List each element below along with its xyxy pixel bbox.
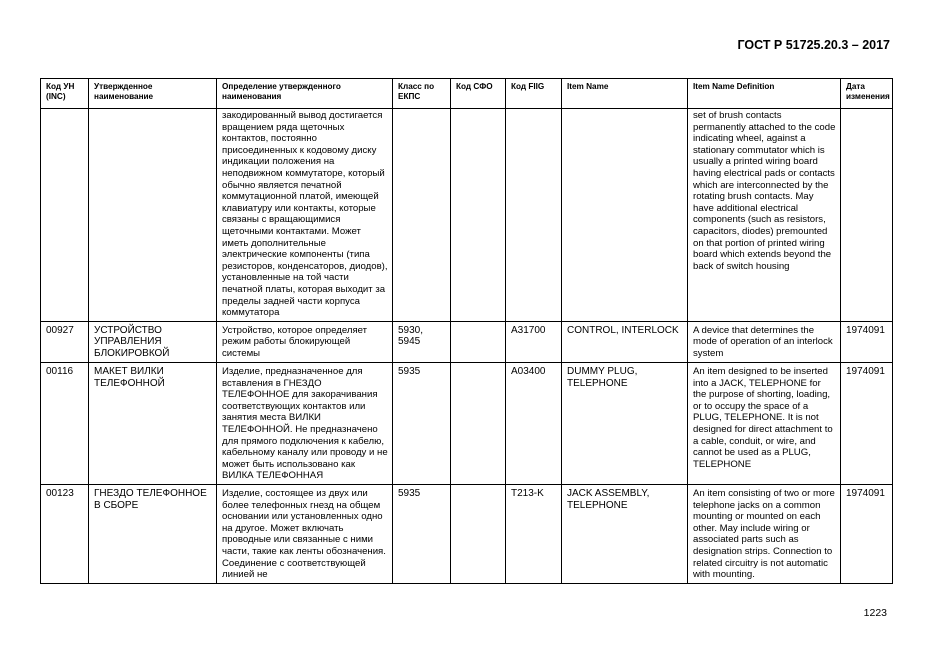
cell-item-name: CONTROL, INTERLOCK: [562, 321, 688, 362]
cell-name-ru: [89, 109, 217, 322]
cell-inc: 00116: [41, 363, 89, 485]
cell-definition-en: A device that determines the mode of operation of an interlock system: [688, 321, 841, 362]
cell-definition-ru: Изделие, состоящее из двух или более телефонных гнезд на общем основании или установленных одно на другое. Может включать проводные или связанные с ними части, такие как ленты обозначения. Соединение с соответствующей линией не: [217, 485, 393, 584]
page-number: 1223: [863, 607, 887, 619]
cell-fiig: [506, 109, 562, 322]
cell-date: [841, 109, 893, 322]
cell-item-name: [562, 109, 688, 322]
cell-date: 1974091: [841, 321, 893, 362]
cell-definition-ru: Устройство, которое определяет режим работы блокирующей системы: [217, 321, 393, 362]
table-header-row: [41, 79, 893, 109]
cell-name-ru: ГНЕЗДО ТЕЛЕФОННОЕ В СБОРЕ: [89, 485, 217, 584]
cell-ekps: [393, 109, 451, 322]
cell-definition-en: An item consisting of two or more telephone jacks on a common mounting or mounted on each other. May include wiring or associated parts such as designation strips. Connection to related circuitry is not automatic with mounting.: [688, 485, 841, 584]
cell-inc: 00927: [41, 321, 89, 362]
column-header-sfo-code: Код СФО: [451, 79, 506, 109]
cell-definition-en: set of brush contacts permanently attached to the code indicating wheel, against a stationary commutator which is usually a printed wiring board having electrical pads or contacts which are interconnected by the rotating brush contacts. May have additional electrical components (such as resistors, capacitors, diodes) premounted on that portion of printed wiring board which extends beyond the back of switch housing: [688, 109, 841, 322]
cell-definition-ru: закодированный вывод достигается вращением ряда щеточных контактов, постоянно присоединенных к кодовому диску индикации положения на неподвижном коммутаторе, который обычно является печатной коммутационной платой, имеющей клавиатуру или контакты, которые связаны с вращающимися щеточными контактами. Может иметь дополнительные электрические компоненты (типа резисторов, конденсаторов, диодов), установленные на той части печатной платы, которая выходит за пределы задней части корпуса коммутатора: [217, 109, 393, 322]
cell-ekps: 5935: [393, 363, 451, 485]
column-header-fiig-code: Код FIIG: [506, 79, 562, 109]
cell-definition-en: An item designed to be inserted into a JACK, TELEPHONE for the purpose of shorting, loading, or to occupy the space of a PLUG, TELEPHONE. It is not designed for direct attachment to a cable, conduit, or wire, and cannot be used as a PLUG, TELEPHONE: [688, 363, 841, 485]
cell-sfo: [451, 363, 506, 485]
cell-date: 1974091: [841, 363, 893, 485]
cell-date: 1974091: [841, 485, 893, 584]
cell-definition-ru: Изделие, предназначенное для вставления в ГНЕЗДО ТЕЛЕФОННОЕ для закорачивания соответствующих контактов или занятия места ВИЛКИ ТЕЛЕФОННОЙ. Не предназначено для прямого подключения к кабелю, кабельному каналу или проводу и не может быть использовано как ВИЛКА ТЕЛЕФОННАЯ: [217, 363, 393, 485]
cell-sfo: [451, 485, 506, 584]
cell-fiig: T213-K: [506, 485, 562, 584]
cell-inc: 00123: [41, 485, 89, 584]
cell-item-name: DUMMY PLUG, TELEPHONE: [562, 363, 688, 485]
cell-ekps: 5930, 5945: [393, 321, 451, 362]
cell-inc: [41, 109, 89, 322]
table-row-continuation: [41, 109, 893, 322]
cell-fiig: A03400: [506, 363, 562, 485]
column-header-definition: Определение утвержденного наименования: [217, 79, 393, 109]
column-header-item-name: Item Name: [562, 79, 688, 109]
cell-item-name: JACK ASSEMBLY, TELEPHONE: [562, 485, 688, 584]
cell-ekps: 5935: [393, 485, 451, 584]
column-header-change-date: Дата изменения: [841, 79, 893, 109]
cell-name-ru: УСТРОЙСТВО УПРАВЛЕНИЯ БЛОКИРОВКОЙ: [89, 321, 217, 362]
column-header-ekps-class: Класс по ЕКПС: [393, 79, 451, 109]
document-standard-header: ГОСТ Р 51725.20.3 – 2017: [737, 38, 890, 52]
table-row: [41, 363, 893, 485]
table-row: [41, 485, 893, 584]
cell-sfo: [451, 321, 506, 362]
table-row: [41, 321, 893, 362]
nomenclature-table: [40, 78, 893, 584]
column-header-inc: Код УН (INC): [41, 79, 89, 109]
column-header-item-name-definition: Item Name Definition: [688, 79, 841, 109]
cell-fiig: A31700: [506, 321, 562, 362]
cell-sfo: [451, 109, 506, 322]
column-header-approved-name: Утвержденное наименование: [89, 79, 217, 109]
cell-name-ru: МАКЕТ ВИЛКИ ТЕЛЕФОННОЙ: [89, 363, 217, 485]
